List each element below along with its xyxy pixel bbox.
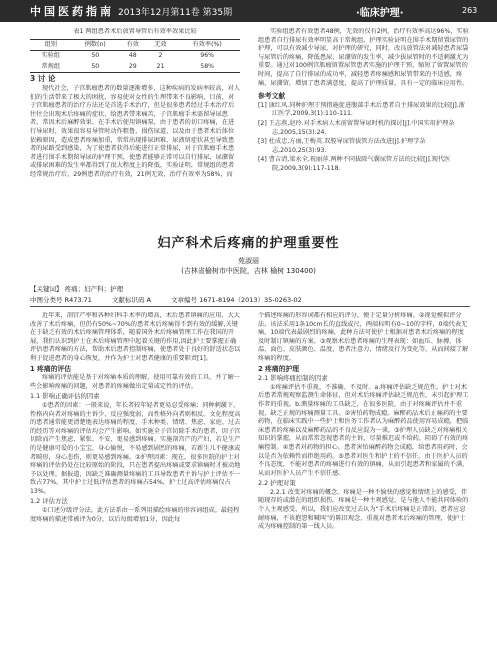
table-cell: 29: [119, 62, 147, 73]
keywords: 【关键词】 疼痛；妇产科；护理: [30, 285, 124, 293]
discussion-paragraph: 现代社会，子宫肌瘤患者的数量逐渐增多，这种疾病的发病率较高，对人们的生活带来了极大的困扰，容易使对女性的生理带来不良影响，目前，对于宫肌瘤患者的治疗方法还是首选手术治疗，但是很多患者经过手术治疗后往往会出现术后疼痛的症状，给患者带来痛苦，子宫肌瘤手术需留导尿患者，常因术后麻醉效果、在手术后使用镇痛泵，由于患者的切口疼痛，在进行导尿时，效果很容易导管时动作粗鲁、损伤尿道，以及由于患者术后体位依赖原因，造成患者疼痛加重，常常出现排尿困难，尿液留症状甚至导致患者的尿路受到感染，为了使患者获得后能进行正常排尿，对于宫肌瘤手术患者进行围手术期留导尿的护理干预，使患者能够正常可以自行排尿，尿潴留或排尿困难的发生率都得到了很大程度上的降低，实验证明，常规组的患者经常规治疗后，29例患者的治疗有效，21例无效，治疗有效率为58%，而: [30, 84, 240, 178]
bottom-right-column: [258, 312, 470, 664]
subsection-heading: 2.1 影响疼痛控制的因素: [258, 374, 328, 383]
document-code: 文献标识码 A: [111, 296, 151, 304]
subsection-heading: 1.2 评估方法: [30, 497, 68, 506]
page-header: [0, 0, 497, 22]
divider: [30, 306, 470, 307]
conclusion-paragraph: 实验组患者有效患者48例，无效的仅有2例，治疗有效率高达96%，实验组患者自行排尿有效率明显高于常规组，护理实验证明在围手术期留置尿管的护理，可以有效减少导尿，对护理的研究，同时，改良放管法对减轻患者尿袋与尿管后的疼痛，降低患尿，尿潴留的发生率，减少拔尿管时的不适刺激尤为重要。通过对100例宫肌瘤留置尿管患者实施的护理干预，缩短了留置尿管的时间，提高了自行排尿的成功率，减轻患者疼痛感和尿管带来的不适感，疼痛，尿潴留，增加了患者满意度，提高了护理质量，具有一定的临床应用性。: [258, 28, 469, 87]
table-cell: 50: [72, 62, 119, 73]
clc-number: 中图分类号 R473.71: [30, 296, 92, 304]
section-paragraph: ①患者的因素：一般来说，年长者较年轻者更易忍受疼痛；同种刺激下，性格内向者对疼痛的主诉少，反应强度弱，而性格外向者则相反。文化程度高的患者通常能更清楚地表达疼痛的程度，手术种类、情绪、焦虑、家庭、过去的经历等对疼痛的评估均会产生影响。如实施全子宫切除手术的患者，因子宫切除而产生焦虑、紧张、不安、更易感到疼痛。实施剖宫产的产妇，若是生产的是健康可爱的小宝宝，身心愉悦，不易感到剧烈的疼痛，若新生儿不健康或者畸形，身心悲伤，则更易感到疼痛。②护理因素：现在，很多医院的护士对疼痛的评估仍处在比较原始的阶段，只在患者提出疼痛或要求镇痛时才被动地予以处理。据报道，因缺乏准确测量疼痛的工具导致患者主诉与护士评估不一致占77%。其中护士过低评估患者的疼痛占54%，护士过高评估疼痛仅占13%。: [30, 401, 241, 495]
section-paragraph: 个描述疼痛的形容词都有相应的评分，便于定量分析疼痛。②视觉模拟评分法。该法采用1条10cm长的直线或尺，两端标明有0~10的字样，0端代表无痛，10端代表最剧烈的疼痛，此种方法可使护士根据对患者术后疼痛的程度及时制订镇痛的方案。③观察术后患者疼痛的生理表现：如血压、脉搏、体温、面色、皮肤颜色、温度，患者注意力，情绪及行为变化等，从而间接了解疼痛的程度。: [258, 312, 469, 362]
page-number: 263: [462, 6, 478, 15]
subsection-heading: 2.2 护理对策: [258, 479, 296, 488]
reference-item: [4] 曹吉清,梁永全,祝丽萍.两种不同拔除气囊尿管方法的比较[J].现代医院,2009,3(9):117-118.: [258, 156, 451, 172]
table-header: 有效率(%): [174, 39, 240, 51]
bottom-left-column: [30, 312, 242, 664]
journal-name: 中国医药指南: [30, 5, 114, 18]
reference-item: [2] 王志燕,赵玲.对手术病人术前留置导尿时机的探讨[J].中国实用护理杂志,2005,15(3):24.: [258, 119, 455, 136]
references-list: [258, 102, 470, 174]
table-cell: 50: [91, 52, 100, 60]
top-left-column: [30, 28, 240, 224]
section-label: ·临床护理·: [356, 8, 404, 19]
table-cell: 48: [128, 52, 137, 60]
table-row: [30, 51, 240, 62]
table-row: [30, 62, 240, 73]
table-cell: 常规组: [30, 62, 72, 73]
issue-info: 2013年12月第11卷 第35期: [118, 8, 233, 18]
table-header: 有效: [119, 39, 147, 51]
table-cell: 21: [147, 62, 175, 73]
section-paragraph: 疼痛的评估能是基于对疼痛本质的理解，使用可靠有效的工具，并了解一些会影响疼痛的问题，对患者的疼痛做出定量或定性的评估。: [30, 374, 240, 390]
table-caption: 表1 两组患者术后放置导管后有效率效果比较: [73, 28, 197, 35]
table-cell: 96%: [200, 52, 215, 60]
results-table: [30, 39, 240, 74]
section-paragraph: 2.2.1 改变对疼痛的概念。疼痛是一种不愉快的感觉和情绪上的感受，伴随现存的或潜在的组织损伤。疼痛是一种主观感觉，是与他人不能共同体验的个人主观感受，所以，我们应改变过去认为“手术后疼痛是正常的，患者应忍耐疼痛，不该抱怨和喊叫”的陈旧观念，重视对患者术后疼痛的管理，使护士成为疼痛控制的第一线人员。: [258, 488, 469, 531]
article-author: 苑淑丽: [238, 257, 259, 265]
section-paragraph: ①口述分级评分法。此方法系由一系列用描绘疼痛的形容词组成。最轻程度疼痛的描述常被评为0分，以后每级增加1分，因此每: [30, 507, 240, 523]
table-cell: 58%: [174, 62, 240, 73]
table-header: 无效: [147, 39, 175, 51]
article-title: 妇产科术后疼痛的护理重要性: [157, 236, 340, 251]
keywords-line: [30, 284, 470, 293]
section-paragraph: ①疼痛评估不重视、不准确、不及时。a.疼痛评估缺乏规范性。护士对术后患者常规观察监测生命体征，但对术后疼痛评估缺乏规范性，未引起护理工作者的重视。b.测量疼痛的工具缺乏，在很多医院，由于对疼痛评估并不重视，缺乏正规的疼痛测量工具。②害怕药物成瘾。麻醉药品术后止痛药的主要药物，在临床实践中一些护士和医务工作者认为麻醉药品使用容易成瘾，把临床患者的疼痛以及麻醉药品的不良反应混为一谈。③护理人员缺乏对疼痛相关知识的掌握，从而常常忽视患者的主诉，尽量推迟或不给药，阻碍了有效的疼痛控制。④患者对药物的担心。患者害怕麻醉药物会成瘾，给患者用药时，会以是否为依赖性而拒绝用药。⑤患者对医生和护士的不信任。由于医护人员的不良态度，不能对患者的疼痛进行有效的镇痛，从而引起患者和家属的不满，从而对医护人员产生不信任感。: [258, 383, 469, 477]
table-header: 例数(n): [72, 39, 119, 51]
table-cell: 2: [158, 52, 163, 60]
section-heading: 2 疼痛的护理: [258, 364, 300, 373]
table-cell: 实验组: [41, 52, 61, 60]
references-title: 参考文献: [258, 92, 286, 101]
intro-paragraph: 近年来，剖宫产率和各种妇科手术率的增高，术后患者镇痛的应用，大大改善了术后疼痛，但仍有50%~70%的患者术后疼痛得不到有效的缓解,关键在于缺乏有效的术后疼痛管理体系，随着国外术后疼痛管理工作在我国的开展，我们认识到护士在术后疼痛管理中起着关键的作用,因此护士要掌握正确评估患者疼痛的方法，帮助术后患者控制疼痛，使患者处于良好的舒适状态以利于促进患者的身心恢复，并作为护士对患者健康的重要职责[1]。: [30, 312, 241, 362]
section-heading: 1 疼痛的评估: [30, 364, 72, 373]
discussion-heading: 3 讨 论: [30, 74, 56, 84]
article-number: 文章编号 1671-8194（2013）35-0263-02: [171, 296, 302, 304]
top-right-column: [258, 28, 470, 224]
article-affiliation: (吉林省榆树市中医院，吉林 榆树 130400): [181, 267, 316, 275]
subsection-heading: 1.1 影响正确评估的因素: [30, 392, 100, 401]
reference-item: [3] 杜成忠,方丽,王梅英.双腔导尿管拔管方法改进[J].护理学杂志,2010,25(3):93.: [258, 138, 426, 154]
table-header: 组别: [30, 39, 72, 51]
reference-item: [1] 康红风.同种护理干预措施促进腹部手术后患者自主排尿效果的比较[J].浙江医学,2009,3(1):110-111.: [258, 101, 465, 118]
classification-line: [30, 295, 470, 304]
